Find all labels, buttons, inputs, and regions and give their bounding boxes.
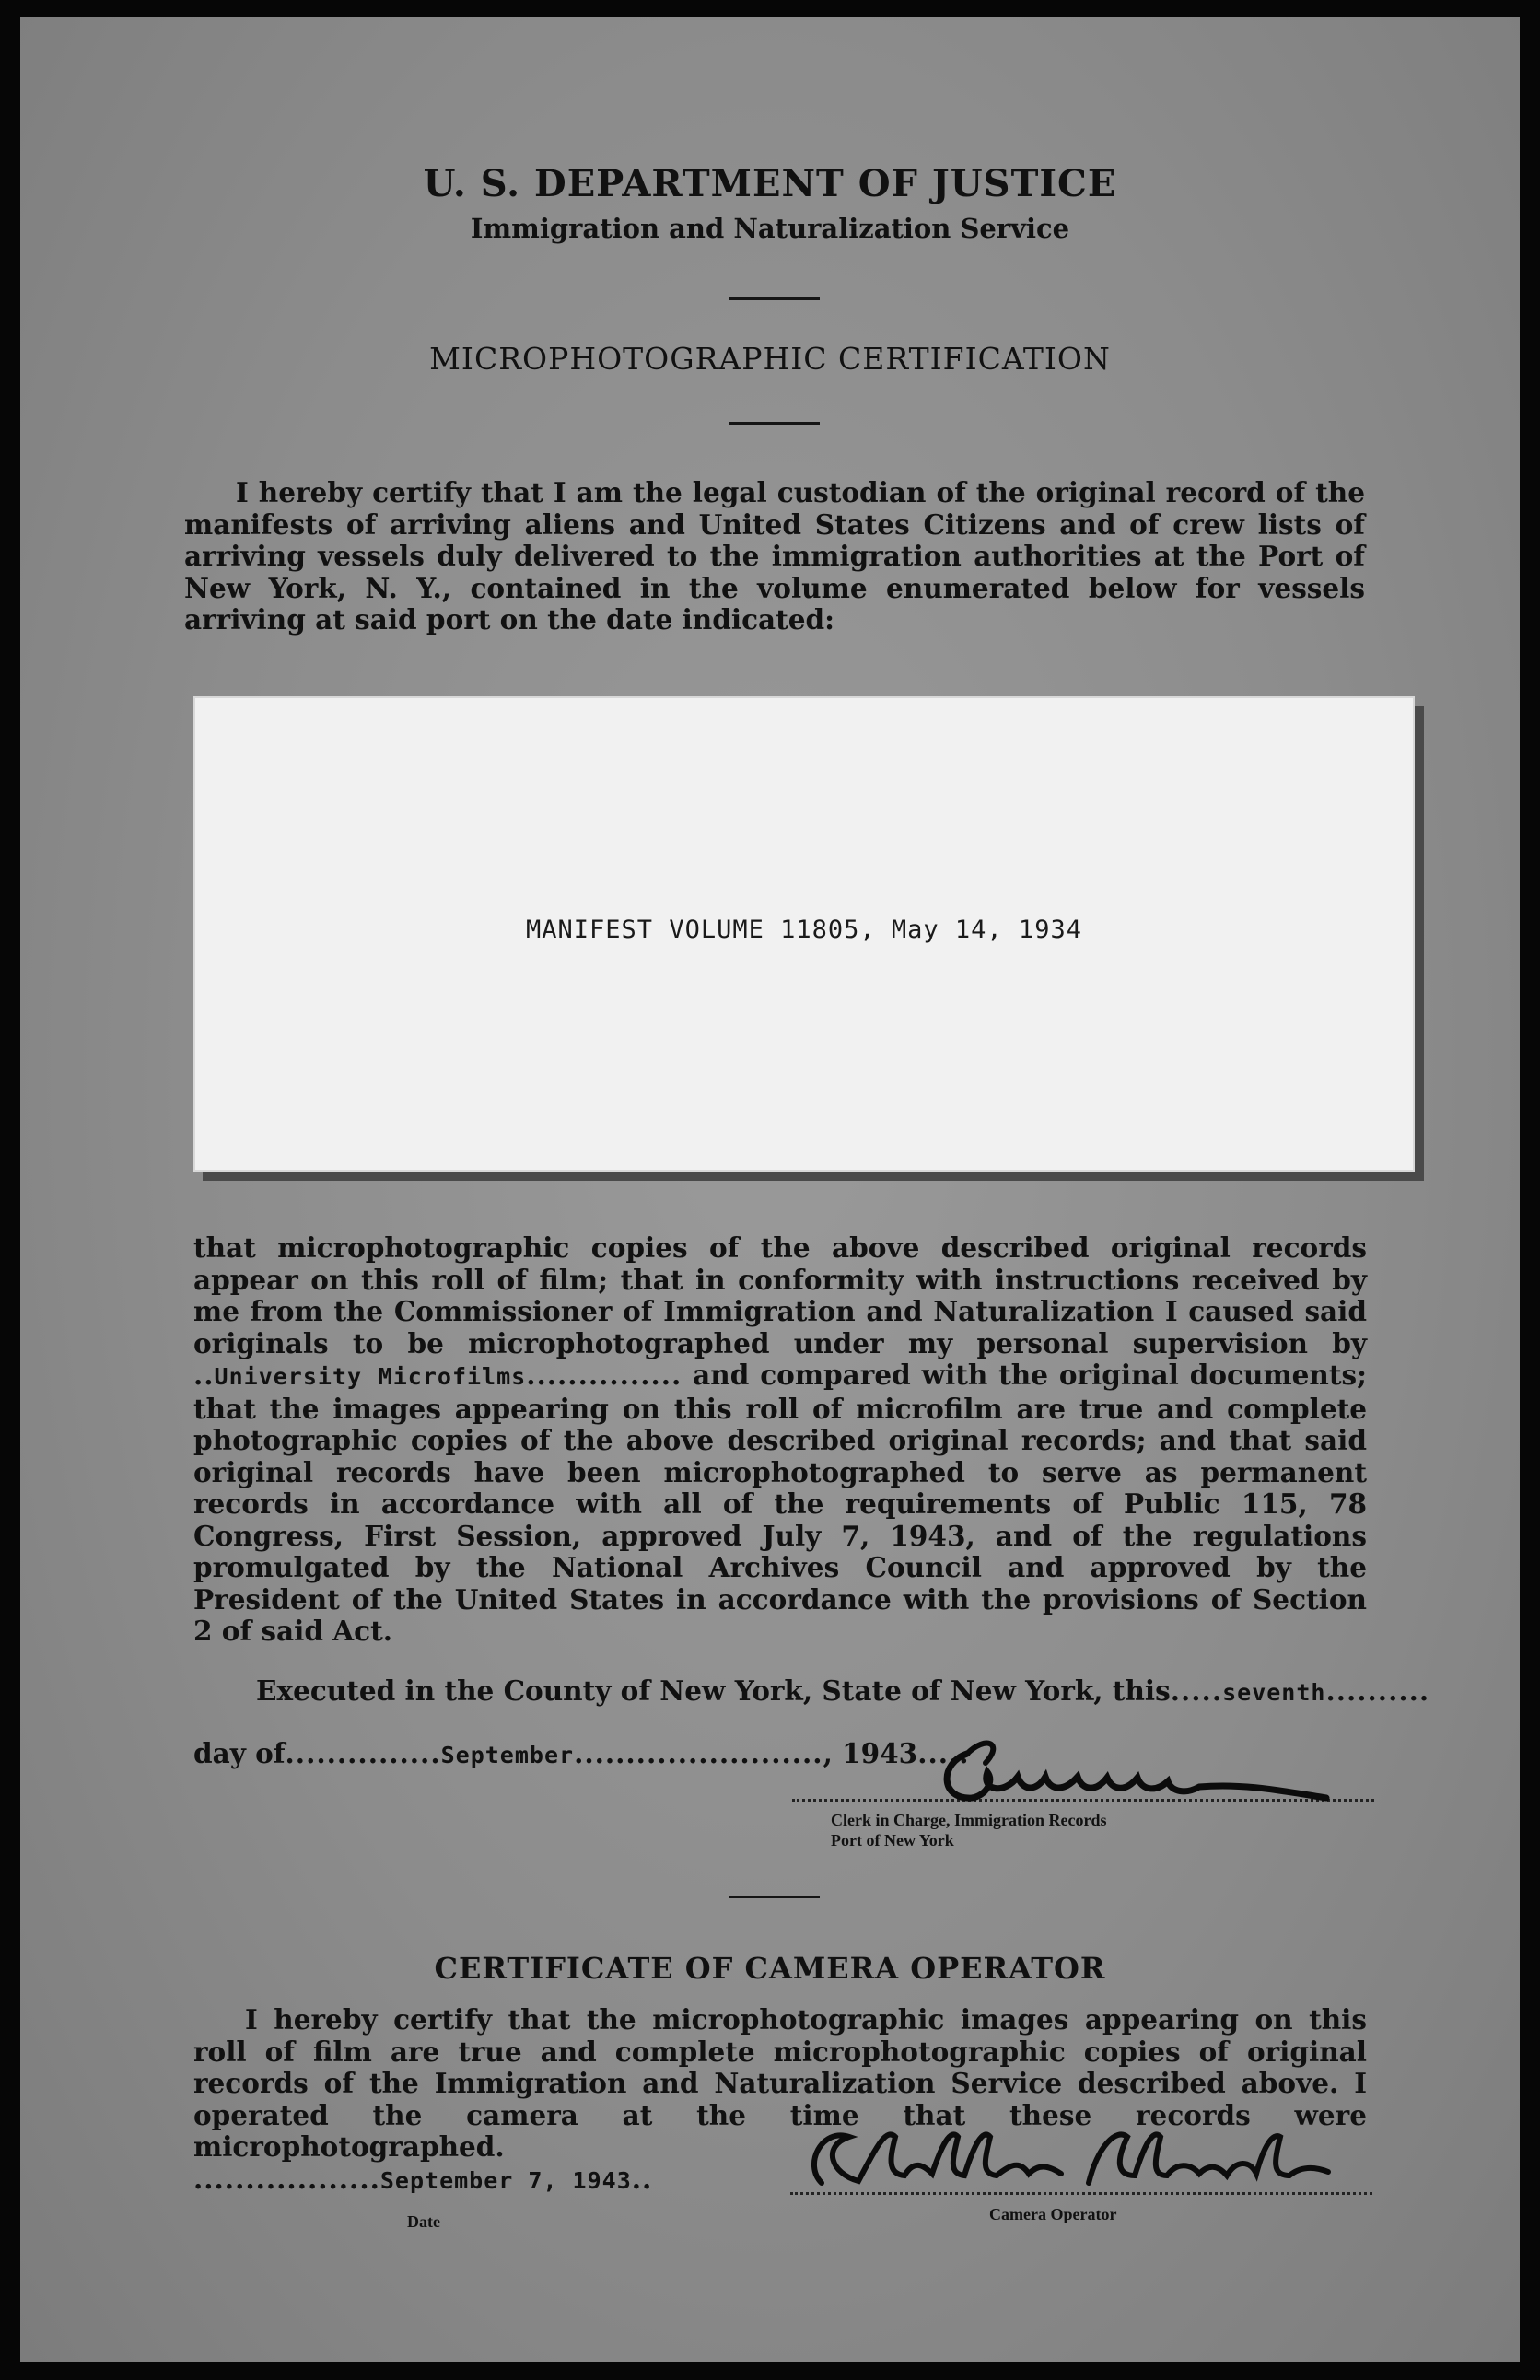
execution-year: , 1943: [822, 1737, 918, 1769]
intro-paragraph: [184, 477, 1365, 636]
certificate-sheet: [20, 17, 1520, 2362]
execution-prefix: Executed in the County of New York, State of New York, this: [256, 1674, 1171, 1707]
divider-camera: [729, 1896, 820, 1898]
certification-title: MICROPHOTOGRAPHIC CERTIFICATION: [429, 341, 1111, 377]
day-of-label: day of: [193, 1737, 286, 1769]
clerk-title: Clerk in Charge, Immigration Records: [831, 1811, 1107, 1829]
manifest-volume-text: MANIFEST VOLUME 11805, May 14, 1934: [526, 916, 1082, 944]
divider-second: [729, 422, 820, 425]
camera-date-label: Date: [407, 2212, 440, 2231]
body-text-part2: and compared with the original documents; that the images appearing on this roll of microfilm are true and complete photographic copies of the above described original records; and that said original records have been microphotographed to serve as permanent records in accordance with all of the requirements of Public 115, 78 Congress, First Session, approved July 7, 1943, and of the regulations promulgated by the National Archives Council and approved by the President of the United States in accordance with the provisions of Section 2 of said Act.: [193, 1359, 1368, 1647]
body-text-part1: that microphotographic copies of the above described original records appear on this roll of film; that in conformity with instructions received by me from the Commissioner of Immigration and Naturalization I caused said originals to be microphotographed under my personal supervision by: [193, 1231, 1367, 1359]
supervisor-name: University Microfilms: [214, 1363, 527, 1390]
camera-certificate-title: CERTIFICATE OF CAMERA OPERATOR: [434, 1951, 1106, 1986]
divider-top: [729, 298, 820, 300]
department-heading: U. S. DEPARTMENT OF JUSTICE: [423, 162, 1117, 205]
operator-signature: [785, 2109, 1374, 2211]
execution-day: seventh: [1222, 1679, 1326, 1706]
service-subheading: Immigration and Naturalization Service: [470, 213, 1070, 244]
intro-text: I hereby certify that I am the legal custodian of the original record of the manifests of arriving aliens and United States Citizens and of crew lists of arriving vessels duly delivered to the immigration authorities at the Port of New York, N. Y., contained in the volume enumerated below for vessels arriving at said port on the date indicated:: [184, 476, 1365, 636]
execution-month: September: [440, 1742, 575, 1768]
camera-operator-label: Camera Operator: [989, 2205, 1117, 2223]
clerk-location: Port of New York: [831, 1831, 954, 1849]
camera-date-line: ..................September 7, 1943..: [193, 2163, 653, 2195]
execution-line: Executed in the County of New York, State of New York, this.....seventh..........: [256, 1674, 1430, 1707]
clerk-signature: [930, 1726, 1336, 1818]
body-paragraph: that microphotographic copies of the above described original records appear on this roll of film; that in conformity with instructions received by me from the Commissioner of Immigration and Naturalization I caused said originals to be microphotographed under my personal supervision by ..University Microfilms............... and compared with the original documents; that the images appearing on this roll of microfilm are true and complete photographic copies of the above described original records; and that said original records have been microphotographed to serve as permanent records in accordance with all of the requirements of Public 115, 78 Congress, First Session, approved July 7, 1943, and of the regulations promulgated by the National Archives Council and approved by the President of the United States in accordance with the provisions of Section 2 of said Act.: [193, 1231, 1368, 1647]
camera-date-value: September 7, 1943: [379, 2167, 632, 2194]
camera-text: I hereby certify that the microphotographic images appearing on this roll of film are true and complete microphotographic copies of original records of the Immigration and Naturalization Service described above. I operated the camera at the time that these records were microphotographed.: [193, 2003, 1367, 2163]
manifest-card: [193, 696, 1415, 1172]
date-line: day of...............September........................, 1943.....: [193, 1737, 970, 1769]
